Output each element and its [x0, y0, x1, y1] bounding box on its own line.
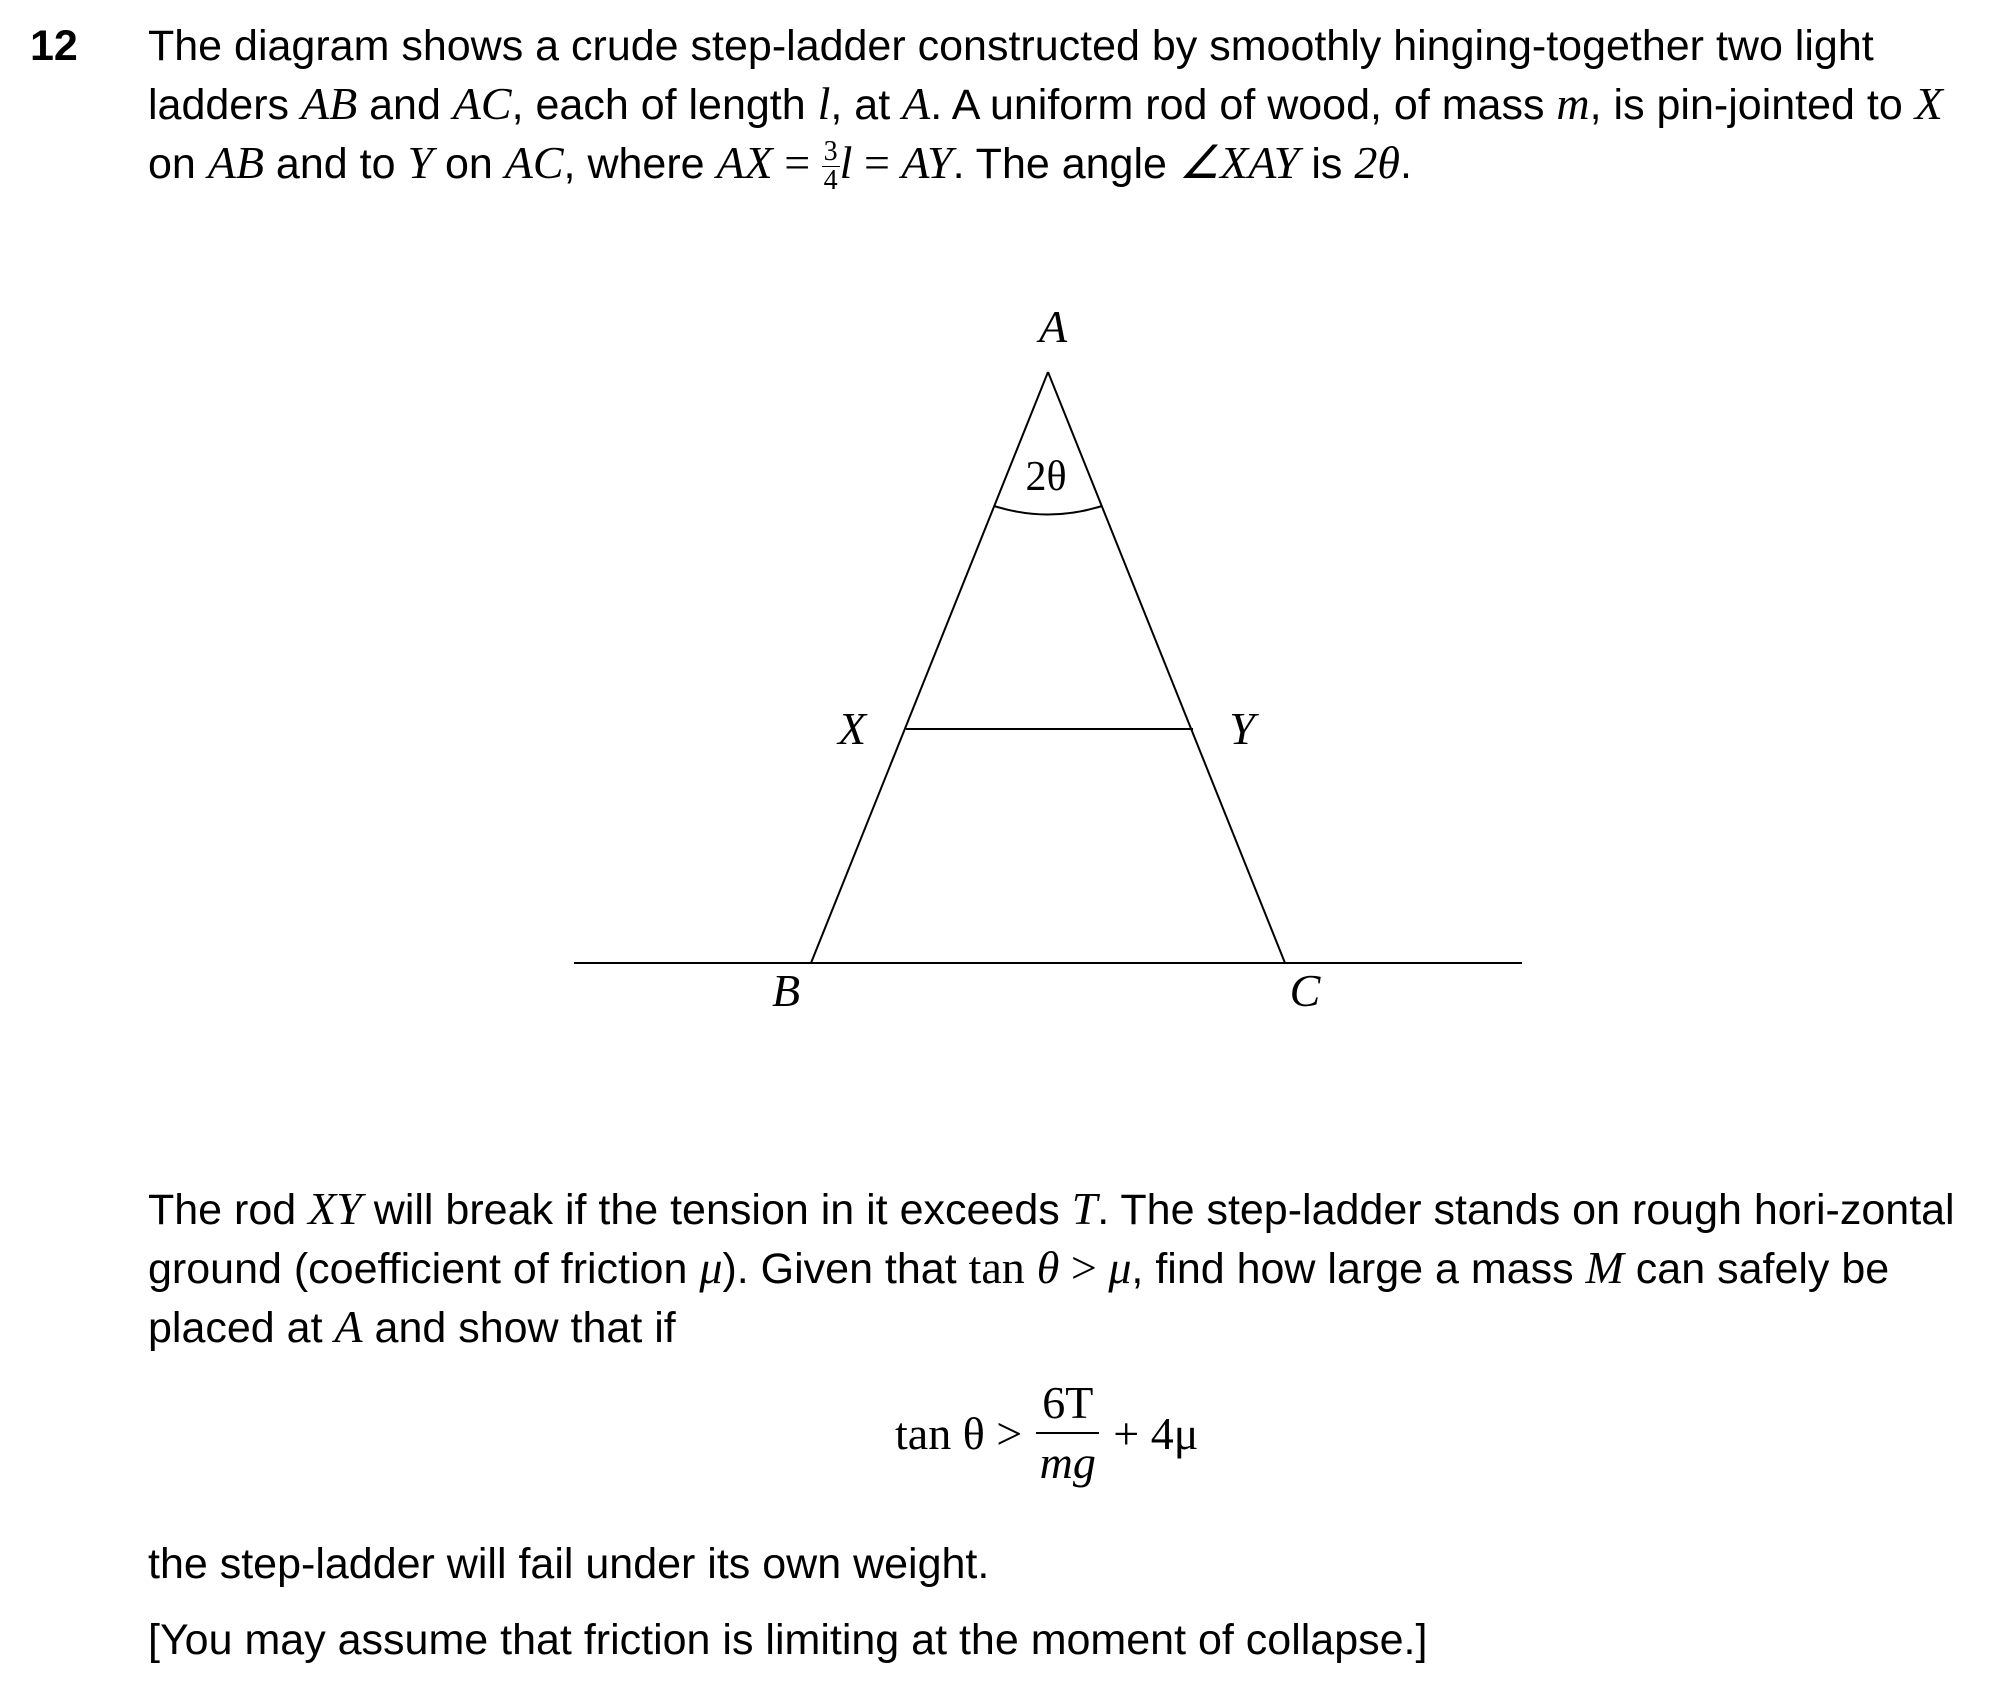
- math-A: A: [334, 1301, 363, 1352]
- body-text: ). Given that: [722, 1245, 969, 1293]
- label-B: B: [771, 965, 801, 1016]
- label-X: X: [837, 703, 867, 754]
- inequality-rhs: + 4μ: [1113, 1407, 1199, 1459]
- inequality-lhs: tan θ >: [895, 1407, 1023, 1459]
- math-AY: AY: [901, 137, 953, 188]
- intro-text: on: [433, 140, 505, 188]
- ladder-AB: [811, 372, 1048, 963]
- math-M: M: [1585, 1242, 1624, 1293]
- math-angle-XAY: ∠XAY: [1178, 137, 1300, 188]
- math-X: X: [1914, 78, 1943, 129]
- body-text: . The step-ladder stands on rough hori-zontal ground (coefficient of friction: [148, 1186, 1955, 1293]
- math-tan: tan: [968, 1242, 1025, 1293]
- math-AB: AB: [300, 78, 358, 129]
- intro-text: , is pin-jointed to: [1589, 81, 1915, 129]
- math-mu: μ: [1108, 1242, 1132, 1293]
- body-text: can safely be placed at: [148, 1245, 1890, 1352]
- fraction-numerator: 3: [823, 136, 838, 168]
- conclusion-text: the step-ladder will fail under its own weight.: [148, 1540, 990, 1588]
- angle-arc: [994, 506, 1102, 515]
- intro-text: The diagram shows a crude step-ladder constructed by smoothly hinging-together two light ladders: [148, 22, 1874, 129]
- body-text: and show that if: [362, 1304, 676, 1352]
- intro-text: , at: [830, 81, 903, 129]
- math-A: A: [902, 78, 931, 129]
- math-mu: μ: [699, 1242, 723, 1293]
- body-text: The rod: [148, 1186, 309, 1234]
- fraction-denominator: mg: [1039, 1437, 1096, 1488]
- math-AC: AC: [504, 137, 564, 188]
- math-AB: AB: [207, 137, 264, 188]
- intro-text: .: [1399, 140, 1412, 188]
- intro-text: and to: [263, 140, 408, 188]
- label-angle: 2θ: [1025, 454, 1067, 500]
- math-T: T: [1071, 1183, 1098, 1234]
- label-A: A: [1038, 301, 1068, 352]
- math-two-theta: 2θ: [1354, 137, 1400, 188]
- intro-text: and: [357, 81, 453, 129]
- math-greater-than: >: [1059, 1242, 1109, 1293]
- note-text: [You may assume that friction is limiting at the moment of collapse.]: [148, 1616, 1428, 1664]
- display-inequality: [895, 1377, 1199, 1488]
- intro-text: , each of length: [511, 81, 818, 129]
- intro-text: . The angle: [952, 140, 1179, 188]
- body-text: will break if the tension in it exceeds: [361, 1186, 1072, 1234]
- math-equals: =: [772, 137, 822, 188]
- label-Y: Y: [1229, 703, 1255, 754]
- inequality-fraction: [1036, 1377, 1099, 1488]
- math-m: m: [1556, 78, 1590, 129]
- math-equals: =: [852, 137, 902, 188]
- question-body: [148, 1180, 1988, 1357]
- intro-text: on: [148, 140, 208, 188]
- ladder-AC: [1048, 372, 1285, 963]
- math-theta: θ: [1036, 1242, 1060, 1293]
- math-XY: XY: [308, 1183, 362, 1234]
- math-l: l: [817, 78, 831, 129]
- intro-text: is: [1299, 140, 1355, 188]
- math-AX: AX: [716, 137, 773, 188]
- math-AC: AC: [452, 78, 512, 129]
- question-number: 12: [30, 22, 78, 70]
- label-C: C: [1289, 965, 1321, 1016]
- body-text: , find how large a mass: [1131, 1245, 1586, 1293]
- math-Y: Y: [407, 137, 434, 188]
- intro-text: . A uniform rod of wood, of mass: [930, 81, 1557, 129]
- math-l: l: [839, 137, 853, 188]
- fraction-denominator: 4: [823, 165, 838, 197]
- fraction-numerator: 6T: [1036, 1380, 1099, 1434]
- intro-text: , where: [563, 140, 717, 188]
